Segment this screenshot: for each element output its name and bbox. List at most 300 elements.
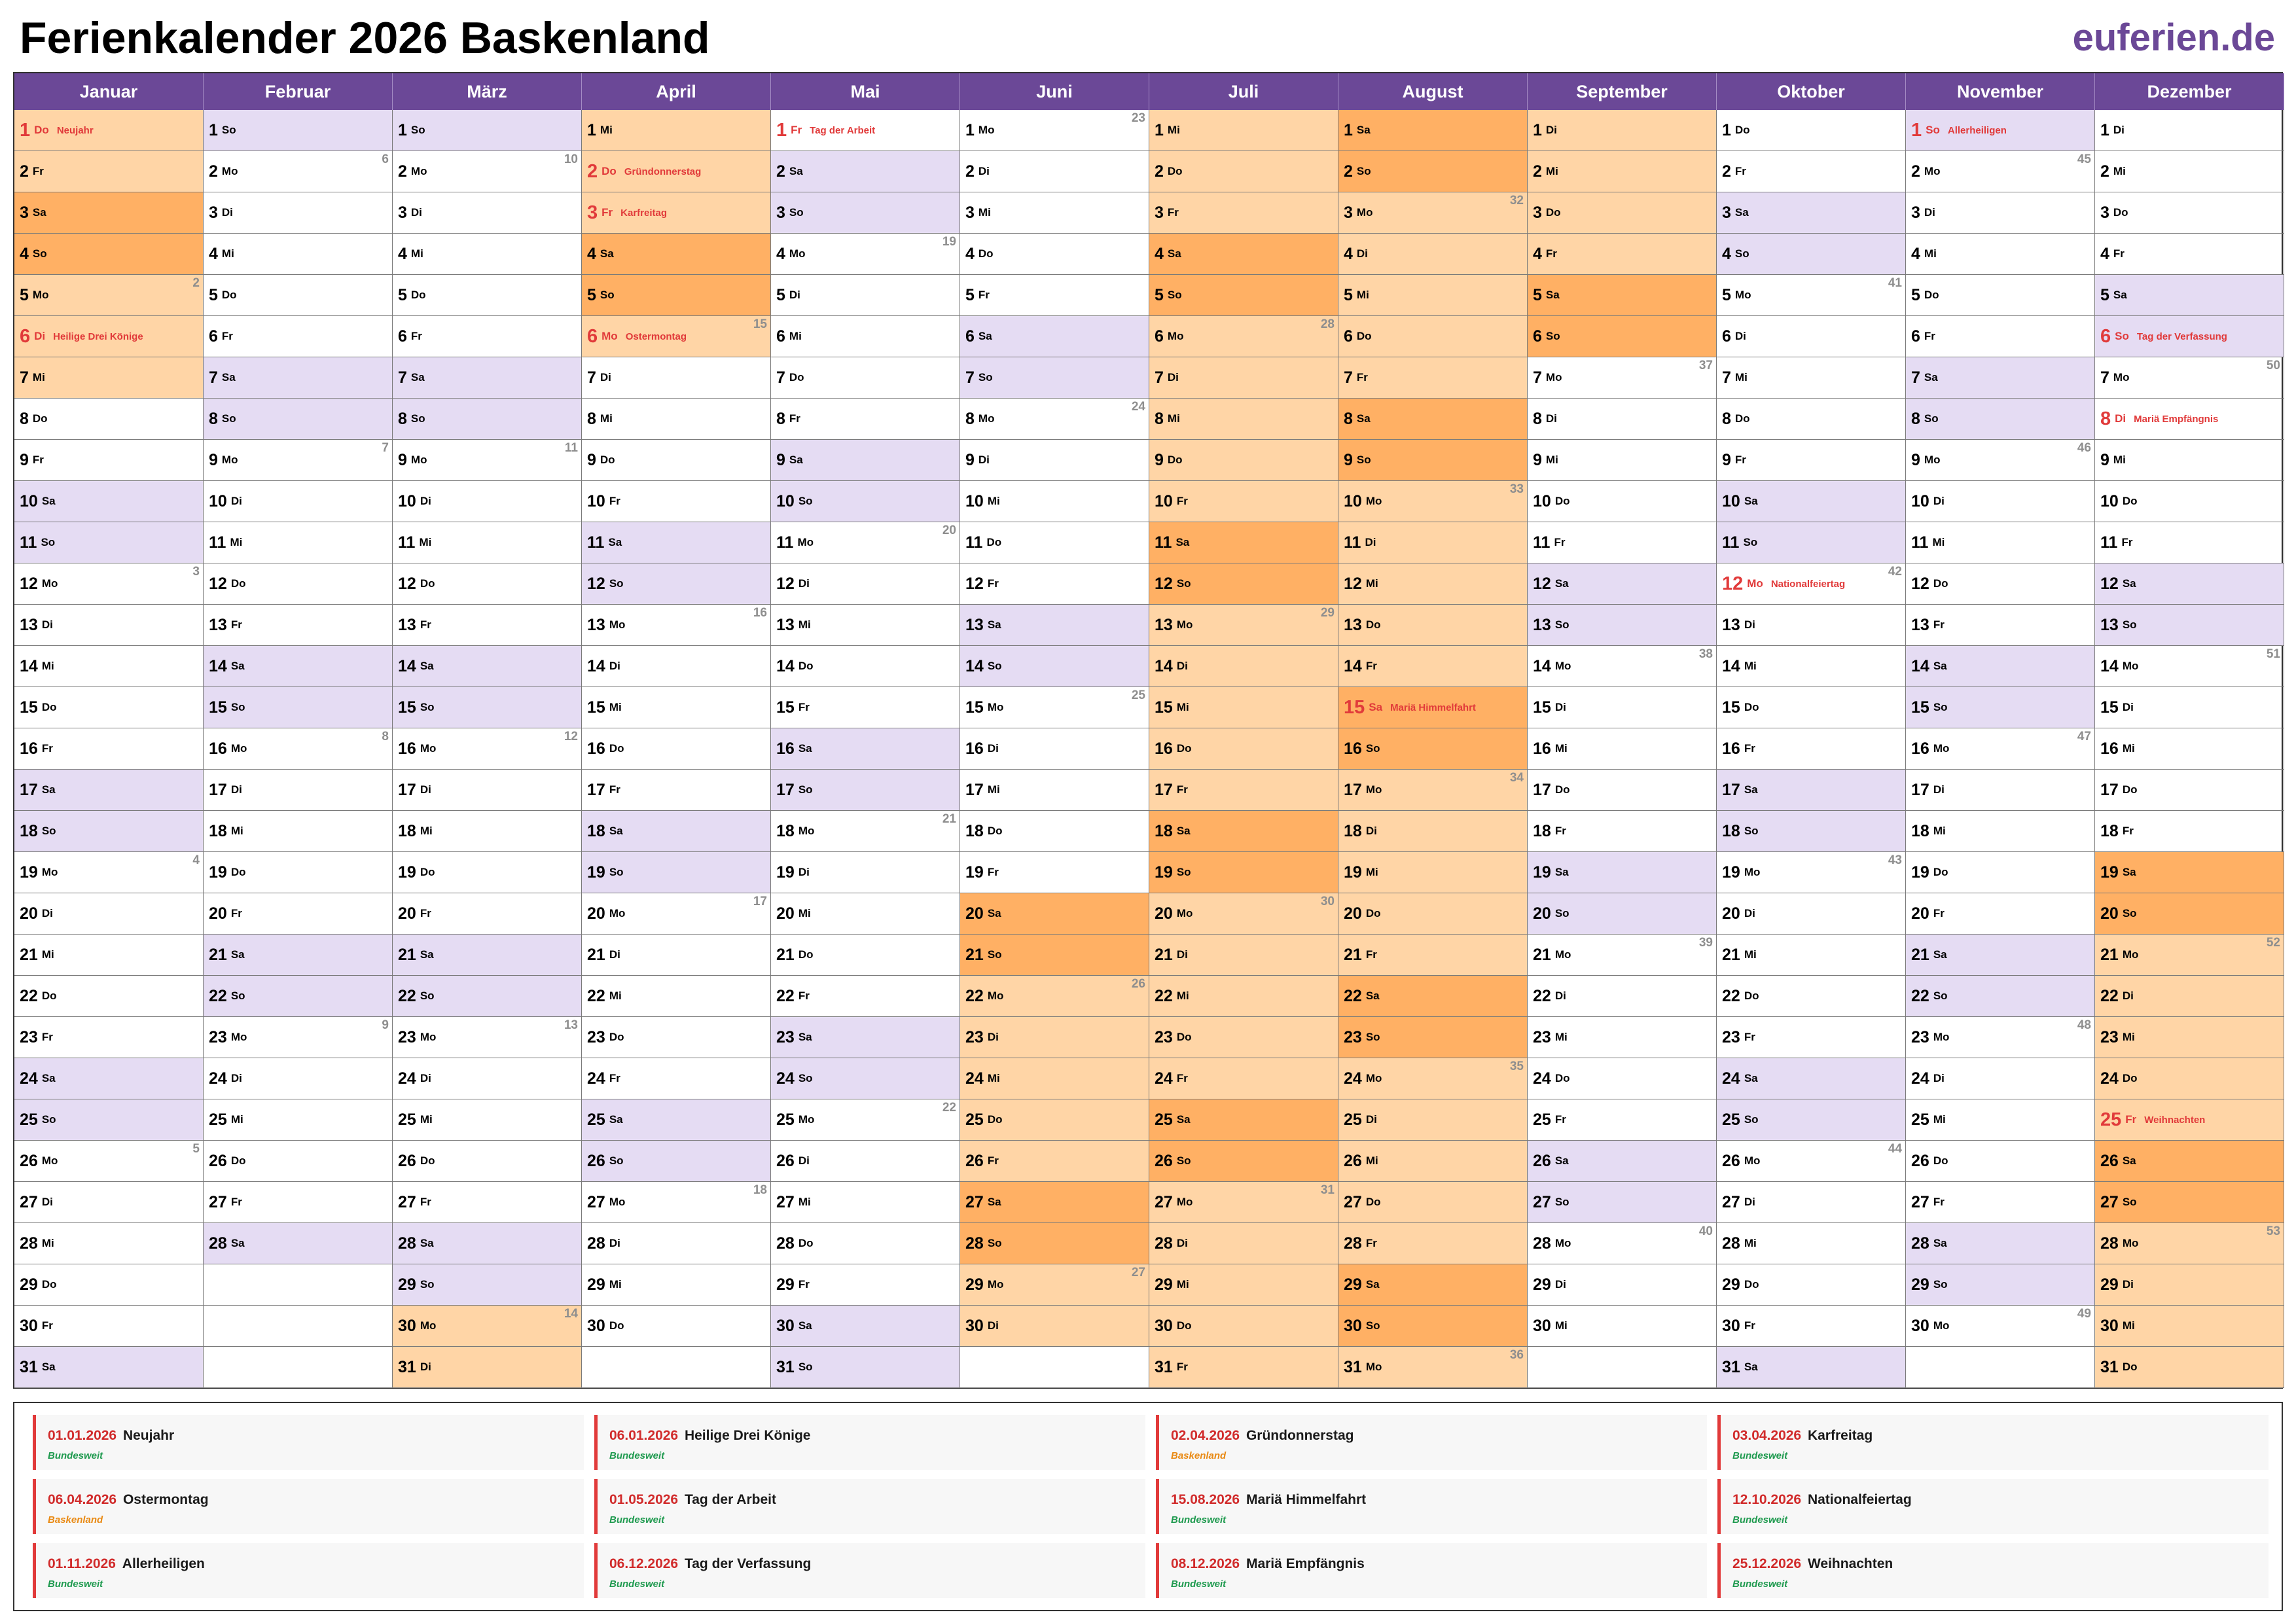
day-cell[interactable]	[771, 1306, 960, 1347]
day-cell[interactable]	[1906, 811, 2095, 852]
day-cell[interactable]	[1528, 605, 1717, 646]
day-cell[interactable]	[1149, 1223, 1338, 1264]
day-cell[interactable]	[1338, 481, 1528, 522]
day-cell[interactable]	[1149, 770, 1338, 811]
day-cell[interactable]	[2095, 1182, 2284, 1223]
day-cell[interactable]	[1149, 728, 1338, 770]
day-cell[interactable]	[960, 935, 1149, 976]
day-cell[interactable]	[14, 275, 204, 316]
day-cell[interactable]	[1528, 1099, 1717, 1141]
day-cell[interactable]	[1338, 770, 1528, 811]
day-cell[interactable]	[1717, 770, 1906, 811]
day-cell[interactable]	[1528, 563, 1717, 605]
day-cell[interactable]	[393, 1017, 582, 1058]
day-cell[interactable]	[582, 151, 771, 192]
day-cell[interactable]	[582, 1017, 771, 1058]
day-cell[interactable]	[2095, 522, 2284, 563]
day-cell[interactable]	[1149, 1264, 1338, 1306]
day-cell[interactable]	[960, 687, 1149, 728]
day-cell[interactable]	[393, 687, 582, 728]
day-cell[interactable]	[1338, 935, 1528, 976]
day-cell[interactable]	[1338, 976, 1528, 1017]
day-cell[interactable]	[204, 1182, 393, 1223]
day-cell[interactable]	[204, 1017, 393, 1058]
day-cell[interactable]	[1717, 1141, 1906, 1182]
day-cell[interactable]	[2095, 399, 2284, 440]
day-cell[interactable]	[771, 605, 960, 646]
day-cell[interactable]	[1528, 1306, 1717, 1347]
day-cell[interactable]	[1717, 1058, 1906, 1099]
day-cell[interactable]	[204, 1099, 393, 1141]
day-cell[interactable]	[1528, 811, 1717, 852]
day-cell[interactable]	[1338, 316, 1528, 357]
day-cell[interactable]	[14, 728, 204, 770]
day-cell[interactable]	[960, 275, 1149, 316]
day-cell[interactable]	[960, 852, 1149, 893]
day-cell[interactable]	[582, 481, 771, 522]
day-cell[interactable]	[1338, 852, 1528, 893]
day-cell[interactable]	[1338, 1264, 1528, 1306]
day-cell[interactable]	[393, 646, 582, 687]
day-cell[interactable]	[960, 770, 1149, 811]
day-cell[interactable]	[582, 687, 771, 728]
day-cell[interactable]	[960, 811, 1149, 852]
day-cell[interactable]	[2095, 1141, 2284, 1182]
day-cell[interactable]	[204, 605, 393, 646]
day-cell[interactable]	[1906, 563, 2095, 605]
day-cell[interactable]	[1338, 563, 1528, 605]
day-cell[interactable]	[1528, 440, 1717, 481]
day-cell[interactable]	[1338, 399, 1528, 440]
day-cell[interactable]	[14, 192, 204, 234]
day-cell[interactable]	[960, 605, 1149, 646]
day-cell[interactable]	[1906, 234, 2095, 275]
day-cell[interactable]	[1338, 728, 1528, 770]
day-cell[interactable]	[1528, 687, 1717, 728]
day-cell[interactable]	[1717, 522, 1906, 563]
day-cell[interactable]	[2095, 605, 2284, 646]
day-cell[interactable]	[1338, 151, 1528, 192]
day-cell[interactable]	[960, 1141, 1149, 1182]
day-cell[interactable]	[2095, 1099, 2284, 1141]
day-cell[interactable]	[14, 1017, 204, 1058]
day-cell[interactable]	[1338, 275, 1528, 316]
day-cell[interactable]	[14, 399, 204, 440]
day-cell[interactable]	[960, 357, 1149, 399]
day-cell[interactable]	[1338, 1223, 1528, 1264]
day-cell[interactable]	[771, 1141, 960, 1182]
day-cell[interactable]	[1717, 1017, 1906, 1058]
day-cell[interactable]	[393, 1182, 582, 1223]
day-cell[interactable]	[14, 1182, 204, 1223]
day-cell[interactable]	[1338, 110, 1528, 151]
day-cell[interactable]	[1149, 316, 1338, 357]
day-cell[interactable]	[1338, 357, 1528, 399]
day-cell[interactable]	[1717, 234, 1906, 275]
day-cell[interactable]	[14, 935, 204, 976]
day-cell[interactable]	[582, 852, 771, 893]
day-cell[interactable]	[2095, 234, 2284, 275]
day-cell[interactable]	[771, 1223, 960, 1264]
day-cell[interactable]	[14, 522, 204, 563]
day-cell[interactable]	[960, 1306, 1149, 1347]
day-cell[interactable]	[1717, 852, 1906, 893]
day-cell[interactable]	[393, 1223, 582, 1264]
day-cell[interactable]	[204, 976, 393, 1017]
day-cell[interactable]	[14, 1347, 204, 1388]
day-cell[interactable]	[1149, 811, 1338, 852]
day-cell[interactable]	[1149, 151, 1338, 192]
day-cell[interactable]	[1338, 1141, 1528, 1182]
day-cell[interactable]	[960, 110, 1149, 151]
day-cell[interactable]	[960, 1058, 1149, 1099]
day-cell[interactable]	[1149, 357, 1338, 399]
day-cell[interactable]	[1149, 1306, 1338, 1347]
day-cell[interactable]	[2095, 976, 2284, 1017]
day-cell[interactable]	[204, 646, 393, 687]
day-cell[interactable]	[1149, 275, 1338, 316]
day-cell[interactable]	[2095, 275, 2284, 316]
day-cell[interactable]	[771, 1347, 960, 1388]
day-cell[interactable]	[1717, 563, 1906, 605]
day-cell[interactable]	[1717, 192, 1906, 234]
day-cell[interactable]	[204, 1141, 393, 1182]
day-cell[interactable]	[1717, 1099, 1906, 1141]
day-cell[interactable]	[960, 440, 1149, 481]
day-cell[interactable]	[204, 440, 393, 481]
day-cell[interactable]	[2095, 481, 2284, 522]
day-cell[interactable]	[960, 316, 1149, 357]
day-cell[interactable]	[582, 646, 771, 687]
day-cell[interactable]	[204, 852, 393, 893]
day-cell[interactable]	[771, 728, 960, 770]
day-cell[interactable]	[204, 770, 393, 811]
day-cell[interactable]	[1149, 110, 1338, 151]
day-cell[interactable]	[2095, 192, 2284, 234]
day-cell[interactable]	[1717, 605, 1906, 646]
day-cell[interactable]	[1717, 316, 1906, 357]
day-cell[interactable]	[1528, 893, 1717, 935]
day-cell[interactable]	[771, 151, 960, 192]
day-cell[interactable]	[771, 357, 960, 399]
day-cell[interactable]	[1717, 110, 1906, 151]
day-cell[interactable]	[1528, 522, 1717, 563]
day-cell[interactable]	[582, 1264, 771, 1306]
day-cell[interactable]	[204, 687, 393, 728]
day-cell[interactable]	[1906, 192, 2095, 234]
day-cell[interactable]	[771, 852, 960, 893]
day-cell[interactable]	[1528, 192, 1717, 234]
day-cell[interactable]	[582, 399, 771, 440]
day-cell[interactable]	[960, 1099, 1149, 1141]
day-cell[interactable]	[1717, 357, 1906, 399]
day-cell[interactable]	[1528, 399, 1717, 440]
day-cell[interactable]	[204, 275, 393, 316]
day-cell[interactable]	[1338, 687, 1528, 728]
day-cell[interactable]	[1906, 522, 2095, 563]
day-cell[interactable]	[1149, 563, 1338, 605]
day-cell[interactable]	[582, 357, 771, 399]
day-cell[interactable]	[582, 770, 771, 811]
day-cell[interactable]	[1149, 399, 1338, 440]
day-cell[interactable]	[582, 234, 771, 275]
day-cell[interactable]	[204, 192, 393, 234]
day-cell[interactable]	[204, 316, 393, 357]
day-cell[interactable]	[1338, 1058, 1528, 1099]
day-cell[interactable]	[14, 316, 204, 357]
day-cell[interactable]	[1906, 357, 2095, 399]
day-cell[interactable]	[1338, 192, 1528, 234]
day-cell[interactable]	[1149, 935, 1338, 976]
day-cell[interactable]	[771, 110, 960, 151]
day-cell[interactable]	[1528, 110, 1717, 151]
day-cell[interactable]	[1906, 1223, 2095, 1264]
day-cell[interactable]	[1149, 1099, 1338, 1141]
day-cell[interactable]	[1906, 1182, 2095, 1223]
day-cell[interactable]	[2095, 646, 2284, 687]
day-cell[interactable]	[582, 563, 771, 605]
day-cell[interactable]	[960, 893, 1149, 935]
day-cell[interactable]	[582, 522, 771, 563]
day-cell[interactable]	[1717, 1264, 1906, 1306]
day-cell[interactable]	[1906, 110, 2095, 151]
day-cell[interactable]	[1906, 852, 2095, 893]
day-cell[interactable]	[582, 192, 771, 234]
day-cell[interactable]	[1906, 935, 2095, 976]
day-cell[interactable]	[393, 316, 582, 357]
day-cell[interactable]	[771, 1017, 960, 1058]
day-cell[interactable]	[1717, 399, 1906, 440]
day-cell[interactable]	[14, 440, 204, 481]
day-cell[interactable]	[1338, 1182, 1528, 1223]
day-cell[interactable]	[1528, 1141, 1717, 1182]
day-cell[interactable]	[582, 1306, 771, 1347]
day-cell[interactable]	[393, 605, 582, 646]
day-cell[interactable]	[771, 234, 960, 275]
day-cell[interactable]	[2095, 811, 2284, 852]
day-cell[interactable]	[1149, 646, 1338, 687]
day-cell[interactable]	[771, 399, 960, 440]
day-cell[interactable]	[960, 728, 1149, 770]
day-cell[interactable]	[582, 728, 771, 770]
day-cell[interactable]	[1906, 605, 2095, 646]
day-cell[interactable]	[2095, 563, 2284, 605]
day-cell[interactable]	[1717, 275, 1906, 316]
day-cell[interactable]	[1338, 234, 1528, 275]
day-cell[interactable]	[771, 522, 960, 563]
day-cell[interactable]	[2095, 728, 2284, 770]
day-cell[interactable]	[582, 811, 771, 852]
day-cell[interactable]	[393, 234, 582, 275]
day-cell[interactable]	[1338, 646, 1528, 687]
day-cell[interactable]	[1528, 770, 1717, 811]
day-cell[interactable]	[960, 399, 1149, 440]
day-cell[interactable]	[1149, 440, 1338, 481]
day-cell[interactable]	[1717, 1223, 1906, 1264]
day-cell[interactable]	[393, 275, 582, 316]
day-cell[interactable]	[14, 770, 204, 811]
day-cell[interactable]	[2095, 1264, 2284, 1306]
day-cell[interactable]	[1906, 1099, 2095, 1141]
day-cell[interactable]	[2095, 770, 2284, 811]
day-cell[interactable]	[582, 1141, 771, 1182]
day-cell[interactable]	[960, 563, 1149, 605]
day-cell[interactable]	[771, 811, 960, 852]
day-cell[interactable]	[14, 151, 204, 192]
day-cell[interactable]	[771, 1264, 960, 1306]
day-cell[interactable]	[771, 192, 960, 234]
day-cell[interactable]	[14, 893, 204, 935]
day-cell[interactable]	[393, 770, 582, 811]
day-cell[interactable]	[1149, 481, 1338, 522]
day-cell[interactable]	[14, 1306, 204, 1347]
day-cell[interactable]	[1717, 976, 1906, 1017]
day-cell[interactable]	[14, 687, 204, 728]
day-cell[interactable]	[771, 1182, 960, 1223]
day-cell[interactable]	[1717, 151, 1906, 192]
day-cell[interactable]	[771, 1058, 960, 1099]
day-cell[interactable]	[960, 522, 1149, 563]
day-cell[interactable]	[1717, 935, 1906, 976]
day-cell[interactable]	[771, 481, 960, 522]
day-cell[interactable]	[393, 852, 582, 893]
day-cell[interactable]	[1717, 646, 1906, 687]
day-cell[interactable]	[960, 976, 1149, 1017]
day-cell[interactable]	[582, 440, 771, 481]
day-cell[interactable]	[204, 357, 393, 399]
day-cell[interactable]	[1338, 1347, 1528, 1388]
day-cell[interactable]	[1149, 1347, 1338, 1388]
day-cell[interactable]	[582, 1223, 771, 1264]
day-cell[interactable]	[393, 1141, 582, 1182]
day-cell[interactable]	[1717, 811, 1906, 852]
day-cell[interactable]	[771, 316, 960, 357]
day-cell[interactable]	[1717, 893, 1906, 935]
day-cell[interactable]	[1906, 440, 2095, 481]
day-cell[interactable]	[1528, 1058, 1717, 1099]
day-cell[interactable]	[2095, 1347, 2284, 1388]
day-cell[interactable]	[582, 893, 771, 935]
day-cell[interactable]	[960, 1017, 1149, 1058]
day-cell[interactable]	[1149, 1182, 1338, 1223]
day-cell[interactable]	[204, 935, 393, 976]
day-cell[interactable]	[1338, 893, 1528, 935]
day-cell[interactable]	[960, 234, 1149, 275]
day-cell[interactable]	[1528, 1017, 1717, 1058]
day-cell[interactable]	[14, 1223, 204, 1264]
day-cell[interactable]	[2095, 1306, 2284, 1347]
day-cell[interactable]	[393, 151, 582, 192]
day-cell[interactable]	[1338, 1306, 1528, 1347]
day-cell[interactable]	[204, 1223, 393, 1264]
day-cell[interactable]	[14, 234, 204, 275]
day-cell[interactable]	[14, 605, 204, 646]
day-cell[interactable]	[1906, 151, 2095, 192]
day-cell[interactable]	[1338, 1099, 1528, 1141]
day-cell[interactable]	[771, 275, 960, 316]
day-cell[interactable]	[582, 1058, 771, 1099]
day-cell[interactable]	[393, 357, 582, 399]
day-cell[interactable]	[14, 110, 204, 151]
day-cell[interactable]	[771, 770, 960, 811]
day-cell[interactable]	[1717, 1182, 1906, 1223]
day-cell[interactable]	[1338, 522, 1528, 563]
day-cell[interactable]	[393, 1264, 582, 1306]
day-cell[interactable]	[960, 192, 1149, 234]
day-cell[interactable]	[1528, 1182, 1717, 1223]
day-cell[interactable]	[960, 1182, 1149, 1223]
day-cell[interactable]	[1717, 481, 1906, 522]
day-cell[interactable]	[14, 563, 204, 605]
day-cell[interactable]	[393, 1306, 582, 1347]
day-cell[interactable]	[393, 399, 582, 440]
day-cell[interactable]	[960, 481, 1149, 522]
day-cell[interactable]	[1149, 522, 1338, 563]
day-cell[interactable]	[1906, 1017, 2095, 1058]
day-cell[interactable]	[1906, 1306, 2095, 1347]
day-cell[interactable]	[960, 1264, 1149, 1306]
day-cell[interactable]	[1906, 1264, 2095, 1306]
day-cell[interactable]	[14, 1058, 204, 1099]
day-cell[interactable]	[1717, 728, 1906, 770]
day-cell[interactable]	[1149, 893, 1338, 935]
day-cell[interactable]	[393, 1058, 582, 1099]
day-cell[interactable]	[582, 1099, 771, 1141]
day-cell[interactable]	[582, 1182, 771, 1223]
day-cell[interactable]	[1906, 1141, 2095, 1182]
day-cell[interactable]	[393, 811, 582, 852]
day-cell[interactable]	[1149, 1058, 1338, 1099]
day-cell[interactable]	[2095, 852, 2284, 893]
day-cell[interactable]	[771, 935, 960, 976]
day-cell[interactable]	[771, 646, 960, 687]
day-cell[interactable]	[1717, 1347, 1906, 1388]
day-cell[interactable]	[2095, 110, 2284, 151]
day-cell[interactable]	[393, 481, 582, 522]
day-cell[interactable]	[14, 1099, 204, 1141]
day-cell[interactable]	[2095, 1223, 2284, 1264]
day-cell[interactable]	[1717, 687, 1906, 728]
day-cell[interactable]	[1149, 192, 1338, 234]
day-cell[interactable]	[1149, 687, 1338, 728]
day-cell[interactable]	[2095, 1058, 2284, 1099]
day-cell[interactable]	[204, 151, 393, 192]
day-cell[interactable]	[582, 316, 771, 357]
day-cell[interactable]	[771, 563, 960, 605]
day-cell[interactable]	[1528, 1264, 1717, 1306]
day-cell[interactable]	[204, 234, 393, 275]
day-cell[interactable]	[1149, 976, 1338, 1017]
day-cell[interactable]	[582, 275, 771, 316]
day-cell[interactable]	[393, 192, 582, 234]
day-cell[interactable]	[204, 563, 393, 605]
day-cell[interactable]	[1528, 357, 1717, 399]
day-cell[interactable]	[1906, 481, 2095, 522]
day-cell[interactable]	[2095, 357, 2284, 399]
day-cell[interactable]	[393, 976, 582, 1017]
day-cell[interactable]	[1906, 893, 2095, 935]
day-cell[interactable]	[204, 399, 393, 440]
day-cell[interactable]	[1906, 728, 2095, 770]
day-cell[interactable]	[771, 893, 960, 935]
day-cell[interactable]	[393, 935, 582, 976]
day-cell[interactable]	[14, 1264, 204, 1306]
day-cell[interactable]	[771, 1099, 960, 1141]
day-cell[interactable]	[2095, 935, 2284, 976]
day-cell[interactable]	[204, 728, 393, 770]
day-cell[interactable]	[204, 110, 393, 151]
day-cell[interactable]	[1528, 728, 1717, 770]
